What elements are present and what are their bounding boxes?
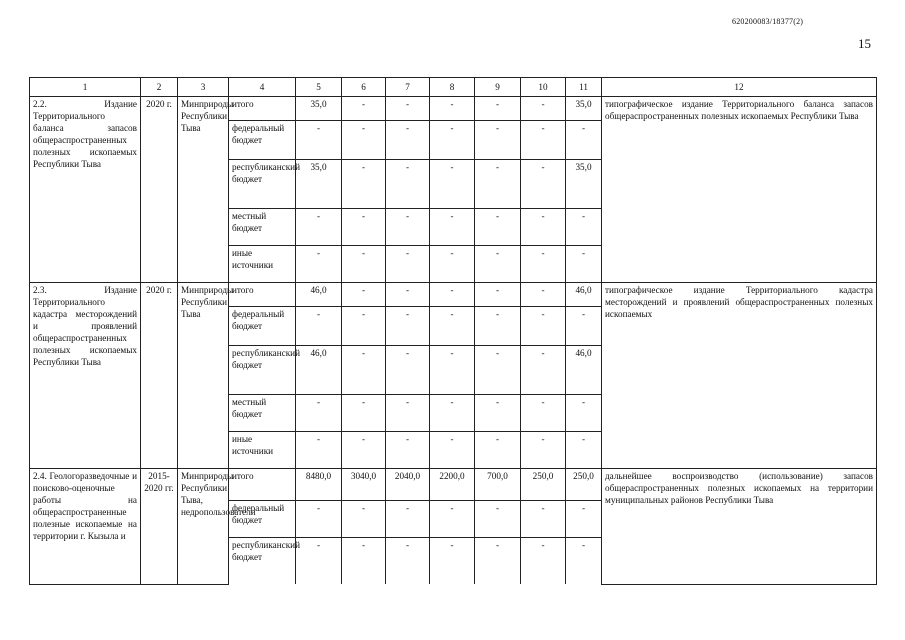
amount-cell: 35,0 <box>296 160 342 209</box>
amount-cell: - <box>386 432 430 469</box>
amount-cell: 35,0 <box>566 97 602 121</box>
amount-cell: 46,0 <box>566 346 602 395</box>
item-term: 2020 г. <box>141 283 178 469</box>
amount-cell: - <box>475 395 521 432</box>
amount-cell: - <box>521 160 566 209</box>
amount-cell: - <box>430 283 475 307</box>
page-number: 15 <box>858 36 871 51</box>
amount-cell: - <box>430 246 475 283</box>
amount-cell: - <box>430 346 475 395</box>
amount-cell: 35,0 <box>566 160 602 209</box>
amount-cell: 8480,0 <box>296 469 342 501</box>
amount-cell: - <box>342 501 386 538</box>
amount-cell: - <box>475 307 521 346</box>
funding-source: итого <box>229 469 296 501</box>
amount-cell: - <box>342 395 386 432</box>
amount-cell: - <box>521 538 566 585</box>
funding-source: федеральный бюджет <box>229 121 296 160</box>
header-cell: 12 <box>602 78 877 97</box>
amount-cell: - <box>430 97 475 121</box>
amount-cell: - <box>386 501 430 538</box>
amount-cell: 700,0 <box>475 469 521 501</box>
amount-cell: - <box>386 209 430 246</box>
amount-cell: - <box>521 209 566 246</box>
amount-cell: - <box>566 246 602 283</box>
amount-cell: - <box>430 501 475 538</box>
header-cell: 5 <box>296 78 342 97</box>
funding-source: республиканский бюджет <box>229 160 296 209</box>
amount-cell: - <box>342 283 386 307</box>
header-cell: 3 <box>178 78 229 97</box>
expected-result: типографическое издание Территориального кадастра месторождений и проявлений общераспространенных полезных ископаемых <box>602 283 877 469</box>
header-cell: 8 <box>430 78 475 97</box>
amount-cell: - <box>521 501 566 538</box>
amount-cell: - <box>521 97 566 121</box>
amount-cell: - <box>521 307 566 346</box>
funding-source: итого <box>229 97 296 121</box>
amount-cell: - <box>566 538 602 585</box>
item-executor: Минприроды Республики Тыва, недропользователи <box>178 469 229 585</box>
amount-cell: - <box>521 121 566 160</box>
funding-source: местный бюджет <box>229 209 296 246</box>
amount-cell: - <box>342 160 386 209</box>
amount-cell: - <box>342 538 386 585</box>
amount-cell: - <box>521 432 566 469</box>
amount-cell: - <box>475 97 521 121</box>
amount-cell: - <box>521 346 566 395</box>
amount-cell: - <box>430 432 475 469</box>
amount-cell: - <box>430 121 475 160</box>
amount-cell: - <box>521 246 566 283</box>
amount-cell: - <box>296 395 342 432</box>
table-row <box>30 469 877 501</box>
amount-cell: 250,0 <box>566 469 602 501</box>
amount-cell: - <box>475 246 521 283</box>
amount-cell: - <box>566 307 602 346</box>
amount-cell: - <box>386 97 430 121</box>
document-id: 620200083/18377(2) <box>732 17 804 26</box>
amount-cell: - <box>386 346 430 395</box>
amount-cell: - <box>430 538 475 585</box>
amount-cell: - <box>386 160 430 209</box>
amount-cell: - <box>566 209 602 246</box>
amount-cell: - <box>386 246 430 283</box>
amount-cell: - <box>475 160 521 209</box>
funding-source: иные источники <box>229 432 296 469</box>
amount-cell: - <box>475 538 521 585</box>
amount-cell: - <box>296 538 342 585</box>
funding-source: федеральный бюджет <box>229 501 296 538</box>
amount-cell: - <box>342 121 386 160</box>
amount-cell: 46,0 <box>566 283 602 307</box>
amount-cell: 35,0 <box>296 97 342 121</box>
amount-cell: 2200,0 <box>430 469 475 501</box>
amount-cell: 46,0 <box>296 283 342 307</box>
item-name: 2.2. Издание Территориального баланса запасов общераспространенных полезных ископаемых Республики Тыва <box>30 97 141 283</box>
amount-cell: - <box>342 432 386 469</box>
amount-cell: 3040,0 <box>342 469 386 501</box>
funding-source: федеральный бюджет <box>229 307 296 346</box>
amount-cell: - <box>566 395 602 432</box>
amount-cell: - <box>430 307 475 346</box>
amount-cell: - <box>430 395 475 432</box>
amount-cell: - <box>342 97 386 121</box>
amount-cell: - <box>296 432 342 469</box>
amount-cell: - <box>296 121 342 160</box>
header-cell: 6 <box>342 78 386 97</box>
funding-source: местный бюджет <box>229 395 296 432</box>
header-row <box>30 78 877 97</box>
header-cell: 4 <box>229 78 296 97</box>
amount-cell: - <box>386 307 430 346</box>
funding-source: республиканский бюджет <box>229 538 296 585</box>
amount-cell: - <box>566 501 602 538</box>
program-table <box>29 77 877 585</box>
amount-cell: - <box>342 307 386 346</box>
amount-cell: - <box>342 246 386 283</box>
table-row <box>30 283 877 307</box>
header-cell: 11 <box>566 78 602 97</box>
amount-cell: - <box>430 160 475 209</box>
amount-cell: - <box>475 432 521 469</box>
amount-cell: - <box>566 121 602 160</box>
amount-cell: - <box>566 432 602 469</box>
header-cell: 10 <box>521 78 566 97</box>
funding-source: иные источники <box>229 246 296 283</box>
item-term: 2015-2020 гг. <box>141 469 178 585</box>
expected-result: дальнейшее воспроизводство (использование) запасов общераспространенных полезных ископаемых на территории муниципальных районов Республики Тыва <box>602 469 877 585</box>
amount-cell: - <box>475 501 521 538</box>
amount-cell: - <box>521 395 566 432</box>
amount-cell: - <box>386 121 430 160</box>
amount-cell: 46,0 <box>296 346 342 395</box>
header-cell: 7 <box>386 78 430 97</box>
amount-cell: - <box>296 307 342 346</box>
item-name: 2.3. Издание Территориального кадастра месторождений и проявлений общераспространенных полезных ископаемых Республики Тыва <box>30 283 141 469</box>
amount-cell: 250,0 <box>521 469 566 501</box>
amount-cell: - <box>475 209 521 246</box>
funding-source: итого <box>229 283 296 307</box>
amount-cell: - <box>386 538 430 585</box>
amount-cell: - <box>521 283 566 307</box>
amount-cell: - <box>386 395 430 432</box>
item-name: 2.4. Геологоразведочные и поисково-оценочные работы на общераспространенные полезные ископаемые на территории г. Кызыла и <box>30 469 141 585</box>
amount-cell: - <box>296 246 342 283</box>
amount-cell: 2040,0 <box>386 469 430 501</box>
amount-cell: - <box>342 346 386 395</box>
amount-cell: - <box>386 283 430 307</box>
header-cell: 1 <box>30 78 141 97</box>
item-executor: Минприроды Республики Тыва <box>178 97 229 283</box>
amount-cell: - <box>296 209 342 246</box>
item-term: 2020 г. <box>141 97 178 283</box>
amount-cell: - <box>475 121 521 160</box>
amount-cell: - <box>475 346 521 395</box>
amount-cell: - <box>296 501 342 538</box>
funding-source: республиканский бюджет <box>229 346 296 395</box>
expected-result: типографическое издание Территориального баланса запасов общераспространенных полезных ископаемых Республики Тыва <box>602 97 877 283</box>
header-cell: 9 <box>475 78 521 97</box>
amount-cell: - <box>430 209 475 246</box>
amount-cell: - <box>342 209 386 246</box>
table-row <box>30 97 877 121</box>
header-cell: 2 <box>141 78 178 97</box>
item-executor: Минприроды Республики Тыва <box>178 283 229 469</box>
amount-cell: - <box>475 283 521 307</box>
